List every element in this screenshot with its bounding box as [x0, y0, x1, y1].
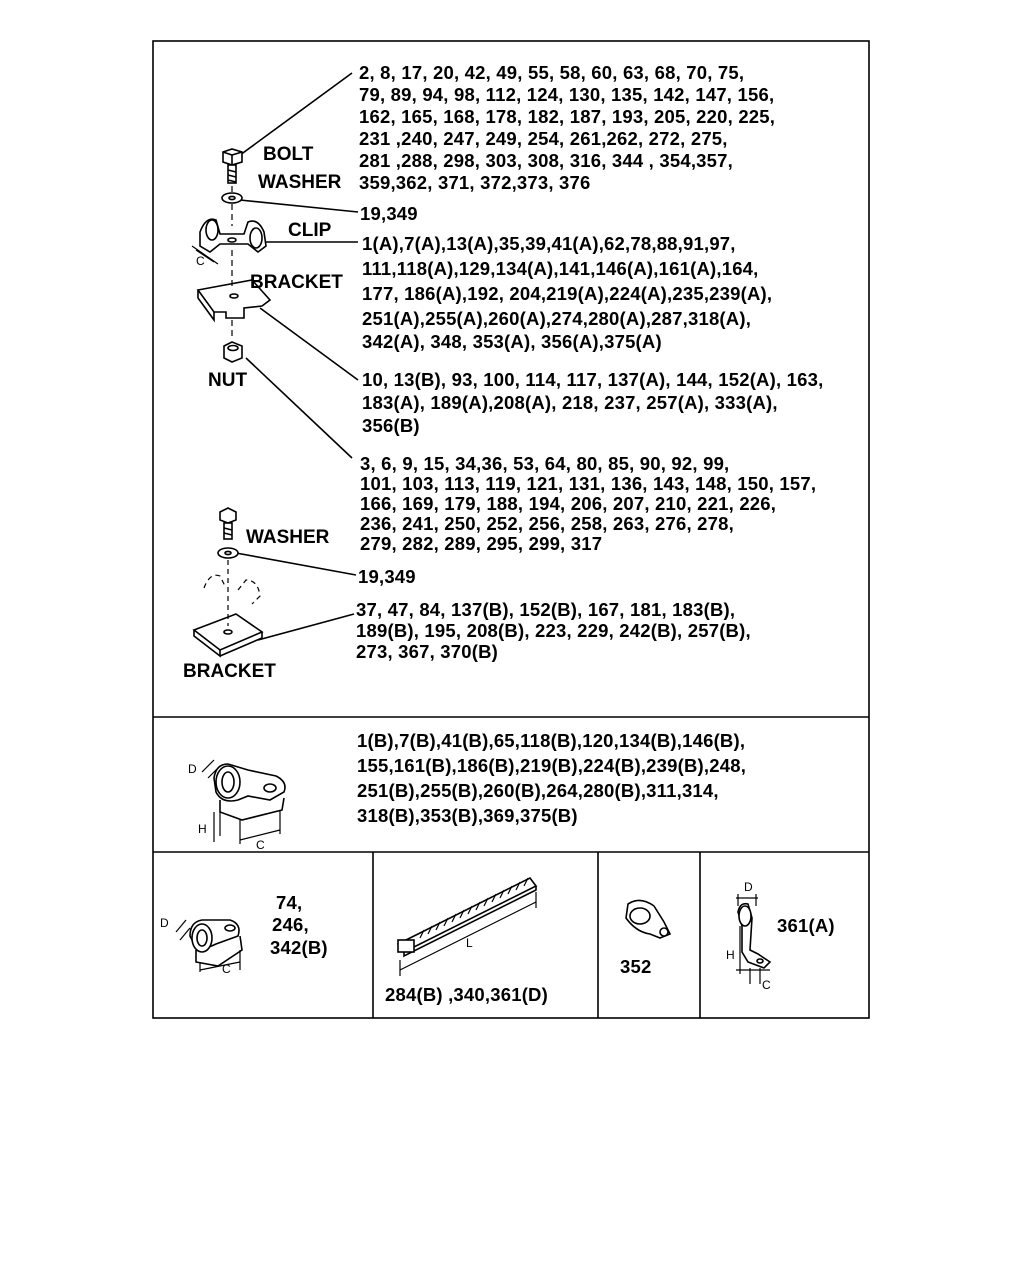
- refs-clip-line: 1(A),7(A),13(A),35,39,41(A),62,78,88,91,97,: [362, 233, 736, 254]
- refs-clip-b-line: 251(B),255(B),260(B),264,280(B),311,314,: [357, 780, 719, 801]
- refs-tab-clip: 361(A): [777, 915, 835, 936]
- refs-small-clip-line: 342(B): [270, 937, 328, 958]
- dim-c-top: C: [196, 254, 205, 268]
- label-washer-top: WASHER: [258, 172, 342, 193]
- refs-small-clip-line: 74,: [276, 892, 303, 913]
- dim-c-tab: C: [762, 978, 771, 992]
- label-bolt: BOLT: [263, 144, 314, 165]
- refs-bolt-line: 359,362, 371, 372,373, 376: [359, 172, 591, 193]
- refs-nut-line: 236, 241, 250, 252, 256, 258, 263, 276, 278,: [360, 513, 734, 534]
- refs-bolt-line: 281 ,288, 298, 303, 308, 316, 344 , 354,357,: [359, 150, 733, 171]
- label-clip: CLIP: [288, 220, 332, 241]
- dim-d-small: D: [160, 916, 169, 930]
- refs-bracket-bottom-line: 37, 47, 84, 137(B), 152(B), 167, 181, 183(B),: [356, 599, 736, 620]
- refs-clip-line: 111,118(A),129,134(A),141,146(A),161(A),164,: [362, 258, 759, 279]
- refs-clip-b-line: 1(B),7(B),41(B),65,118(B),120,134(B),146(B),: [357, 730, 746, 751]
- label-bracket-bottom: BRACKET: [183, 661, 276, 682]
- label-bracket-top: BRACKET: [250, 272, 343, 293]
- refs-bolt-line: 2, 8, 17, 20, 42, 49, 55, 58, 60, 63, 68, 70, 75,: [359, 62, 745, 83]
- refs-clip-line: 251(A),255(A),260(A),274,280(A),287,318(A),: [362, 308, 752, 329]
- refs-bracket-top-line: 356(B): [362, 415, 420, 436]
- dim-h-mid: H: [198, 822, 207, 836]
- bolt-icon-2: [220, 508, 236, 523]
- refs-bolt-line: 162, 165, 168, 178, 182, 187, 193, 205, 220, 225,: [359, 106, 776, 127]
- dim-h-tab: H: [726, 948, 735, 962]
- refs-clip-b-line: 318(B),353(B),369,375(B): [357, 805, 578, 826]
- refs-bolt-line: 231 ,240, 247, 249, 254, 261,262, 272, 275,: [359, 128, 728, 149]
- dim-c-mid: C: [256, 838, 265, 852]
- refs-clip-line: 342(A), 348, 353(A), 356(A),375(A): [362, 331, 662, 352]
- dim-l-band: L: [466, 936, 473, 950]
- refs-washer-top: 19,349: [360, 203, 418, 224]
- label-washer-mid: WASHER: [246, 527, 330, 548]
- clip-ghost-icon: [204, 575, 260, 604]
- refs-bracket-bottom-line: 273, 367, 370(B): [356, 641, 499, 662]
- label-nut: NUT: [208, 370, 248, 391]
- refs-nut-line: 101, 103, 113, 119, 121, 131, 136, 143, 148, 150, 157,: [360, 473, 817, 494]
- refs-clip-line: 177, 186(A),192, 204,219(A),224(A),235,239(A),: [362, 283, 773, 304]
- refs-bracket-top-line: 183(A), 189(A),208(A), 218, 237, 257(A), 333(A),: [362, 392, 778, 413]
- refs-p-clip: 352: [620, 956, 652, 977]
- refs-band: 284(B) ,340,361(D): [385, 984, 548, 1005]
- refs-nut-line: 3, 6, 9, 15, 34,36, 53, 64, 80, 85, 90, 92, 99,: [360, 453, 730, 474]
- dim-d-tab: D: [744, 880, 753, 894]
- dim-d-mid: D: [188, 762, 197, 776]
- refs-bracket-bottom-line: 189(B), 195, 208(B), 223, 229, 242(B), 257(B),: [356, 620, 751, 641]
- refs-bracket-top-line: 10, 13(B), 93, 100, 114, 117, 137(A), 144, 152(A), 163,: [362, 369, 824, 390]
- refs-washer-mid: 19,349: [358, 566, 416, 587]
- refs-clip-b-line: 155,161(B),186(B),219(B),224(B),239(B),248,: [357, 755, 747, 776]
- refs-nut-line: 166, 169, 179, 188, 194, 206, 207, 210, 221, 226,: [360, 493, 777, 514]
- dim-c-small: C: [222, 962, 231, 976]
- refs-nut-line: 279, 282, 289, 295, 299, 317: [360, 533, 603, 554]
- refs-bolt-line: 79, 89, 94, 98, 112, 124, 130, 135, 142, 147, 156,: [359, 84, 775, 105]
- refs-small-clip-line: 246,: [272, 914, 309, 935]
